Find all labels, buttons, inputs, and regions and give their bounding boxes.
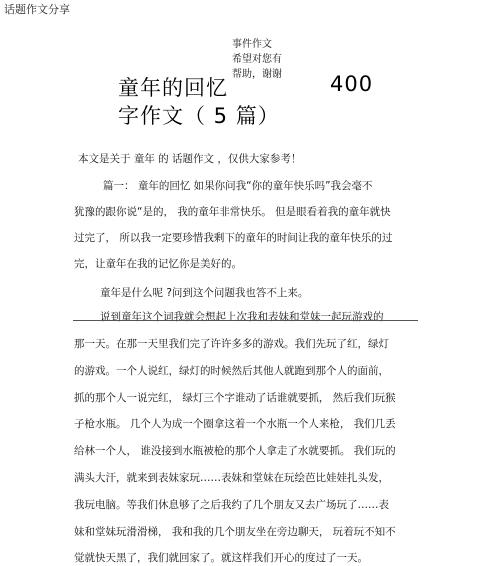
title-line-2: 字作文（ 5 篇） [118,104,280,128]
paragraph-line-6: 说到童年这个词我就会想起上次我和表妹和堂妹一起玩游戏的 [100,311,384,323]
paragraph-line-9: 抓的那个人一说完红， 绿灯三个字谁动了话谁就要抓， 然后我们玩猴 [74,392,396,404]
intro-text: 本文是关于 童年 的 话题作文 ，仅供大家参考！ [78,153,302,165]
paragraph-line-3: 过完了， 所以我一定要珍惜我剩下的童年的时间让我的童年快乐的过 [74,232,393,244]
paragraph-line-2: 犹豫的跟你说“是的， 我的童年非常快乐。 但是眼看着我的童年就快 [74,206,391,218]
paragraph-line-10: 子枪水瓶。 几个人为成一个圈拿这着一个水瓶一个人来枪， 我们几丢 [74,418,396,430]
paragraph-line-13: 我玩电脑。等我们休息够了之后我约了几个朋友又去广场玩了……表 [74,499,389,511]
paragraph-line-15: 觉就快天黑了，我们就回家了。就这样我们开心的度过了一天。 [74,552,368,564]
paragraph-line-4: 完，让童年在我的记忆你是美好的。 [74,258,242,270]
divider-line [73,320,418,321]
paragraph-line-1: 篇一： 童年的回忆 如果你问我“你的童年快乐吗”我会毫不 [103,180,373,192]
paragraph-line-12: 满头大汗，就来到表妹家玩……表妹和堂妹在玩绘芭比娃娃扎头发， [74,472,389,484]
side-note-line-3: 帮助，谢谢 [232,69,282,80]
header-label: 话题作文分享 [4,3,70,16]
title-line-1: 童年的回忆 [118,76,228,100]
paragraph-line-7: 那一天。在那一天里我们完了许许多多的游戏。我们先玩了红，绿灯 [74,338,389,350]
paragraph-line-11: 给林一个人， 谁没接到水瓶被枪的那个人拿走了水就要抓。 我们玩的 [74,445,396,457]
title-count: 400 [330,72,374,96]
paragraph-line-5: 童年是什么呢 ?问到这个问题我也答不上来。 [100,287,309,299]
side-note-line-1: 事件作文 [232,39,272,50]
side-note-line-2: 希望对您有 [232,54,282,65]
paragraph-line-14: 妹和堂妹玩滑滑梯， 我和我的几个朋友坐在旁边聊天， 玩着玩不知不 [74,526,396,538]
paragraph-line-8: 的游戏。一个人说红，绿灯的时候然后其他人就跑到那个人的面前， [74,365,389,377]
